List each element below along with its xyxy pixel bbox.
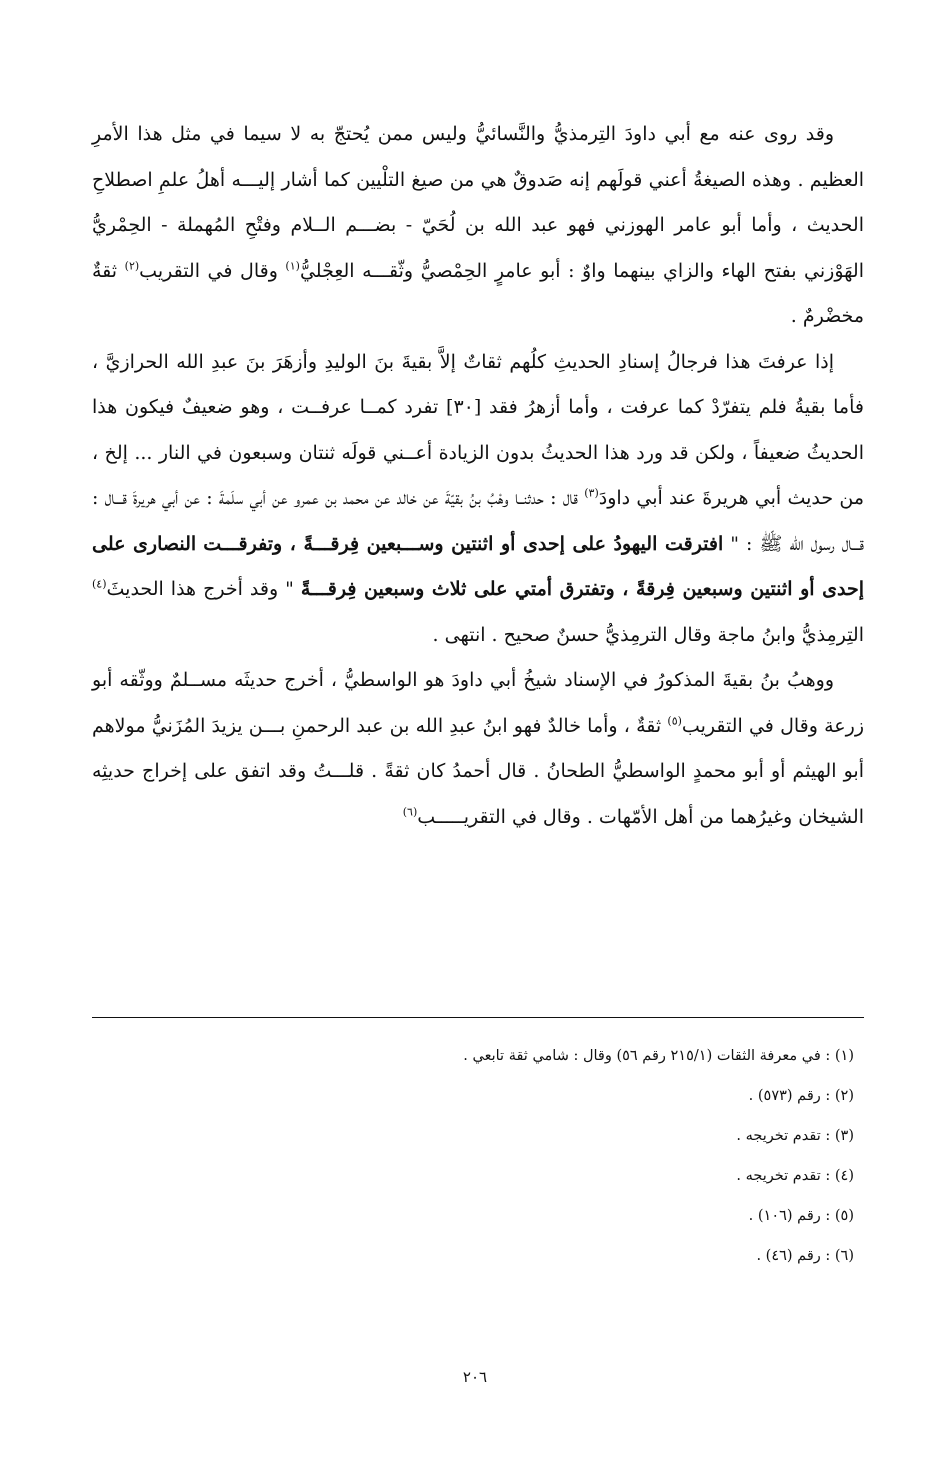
text-run: العِجْليُّ xyxy=(299,259,355,282)
text-run: وقد اتفق على إخراج حديثِه الشيخان وغيرُهما من أهل الأمّهات . وقال في التقريـــــب xyxy=(92,760,864,828)
text-run: التِرمِذيُّ وابنُ ماجة وقال الترمِذيُّ حسنٌ صحيح . انتهى . xyxy=(432,623,864,646)
text-line: أهلُ علمِ اصطلاحِ الحديث ، وأما أبو عامر الهوزني فهو عبد الله بن لُحَيّ - بضـــم الــلام xyxy=(92,168,864,236)
footnote-ref-6: (٦) xyxy=(402,805,418,819)
footnote-4: (٤) : تقدم تخريجه . xyxy=(736,1168,854,1184)
hadith-quote: افترقت اليهودُ على إحدى أو اثنتين وســـبعين فِرقـــةً ، وتفرقـــت xyxy=(203,532,724,555)
paragraph-3 xyxy=(92,658,864,840)
text-line: إذا عرفتَ هذا فرجالُ إسنادِ الحديثِ كلُهم ثقاتٌ إلاَّ بقيةَ بنَ الوليدِ وأزهَرَ بنَ عبدِ الله xyxy=(176,350,834,373)
text-line: ووهبُ بنُ بقيةَ المذكورُ في الإسناد شيخُ أبي داودَ هو الواسطيُّ ، أخرج حديثَه مســلمٌ xyxy=(169,669,835,691)
text-line: وهو ضعيفٌ فيكون هذا الحديثُ ضعيفاً ، ولكن قد ورد هذا الحديثُ بدون الزيادة أعــني xyxy=(92,396,864,464)
footnote-ref-3: (٣) xyxy=(584,486,599,500)
footnote-2: (٢) : رقم (٥٧٣) . xyxy=(748,1088,854,1104)
paragraph-1 xyxy=(92,112,864,340)
text-run: قال : حدثنــا xyxy=(514,487,585,509)
footnote-5: (٥) : رقم (١٠٦) . xyxy=(748,1208,854,1224)
text-line xyxy=(203,533,835,555)
footnote-3: (٣) : تقدم تخريجه . xyxy=(736,1128,854,1144)
text-line: الأمرِ العظيم . وهذه الصيغةُ أعني قولَهم إنه صَدوقٌ هي من صيغ التلْيين كما أشار إليـــه xyxy=(92,123,865,191)
text-run: ثقةٌ ، وأما خالدٌ فهو ابنُ عبدِ الله بن عبد الرحمنِ بـــن xyxy=(248,714,668,737)
text-run: قولَه ثنتان وسبعون في النار ... إلخ ، من حديث أبي هريرةَ عند أبي داودَ xyxy=(92,441,865,509)
text-run: ووثّقه أبو زرعة وقال في التقريب xyxy=(92,669,864,737)
text-run: رسول الله ﷺ : " xyxy=(723,532,835,555)
text-line: وفتْحِ المُهملة - الحِمْريُّ الهَوْزني بفتح الهاء والزاي بينهما واوٌ : أبو عامرٍ الحِمْصيُّ وثّقـــه xyxy=(92,214,864,282)
text-line: الحرازيَّ ، فأما بقيةُ فلم يتفرّدْ كما عرفت ، وأما أزهرُ فقد [٣٠] تفرد كمــا عرفــت ، xyxy=(92,350,864,418)
footnote-ref-5: (٥) xyxy=(667,714,682,728)
text-run: وقال في التقريب xyxy=(139,259,286,282)
hadith-quote: النصارى على إحدى أو اثنتين وسبعين فِرقةً ، وتفترق أمتي على ثلاث وسبعين فِرقـــةً xyxy=(92,532,864,600)
footnote-ref-2: (٢) xyxy=(124,259,140,273)
main-text xyxy=(92,112,864,840)
text-run: ثقةٌ مخضْرمٌ . xyxy=(92,259,864,327)
page-number: ٢٠٦ xyxy=(462,1368,488,1386)
text-line: وقد روى عنه مع أبي داودَ التِرمذيُّ والنَّسائيُّ وليس ممن يُحتجّ به لا سيما في مثل هذا xyxy=(137,123,834,145)
text-line: يزيدَ المُزَنيُّ مولاهم أبو الهيثم أو أبو محمدٍ الواسطيُّ الطحانُ . قال أحمدُ كان ثقةً . قلـــتُ xyxy=(92,714,864,782)
footnote-ref-1: (١) xyxy=(285,259,300,273)
text-line: وهْبُ بنُ بقيّةَ عن خالد عن محمد بن عمرو عن أبي سلَمةَ : عن أبي هريرةَ قـــال : قـــال xyxy=(92,487,864,555)
footnote-1: (١) : في معرفة الثقات (٢١٥/١ رقم ٥٦) وقال : شامي ثقة تابعي . xyxy=(463,1048,854,1064)
footnote-6: (٦) : رقم (٤٦) . xyxy=(756,1248,854,1264)
footnotes xyxy=(92,1036,864,1276)
paragraph-2 xyxy=(92,340,864,659)
footnote-divider xyxy=(92,1017,864,1018)
text-run: " وقد أخرج هذا الحديثَ xyxy=(106,578,294,600)
footnote-ref-4: (٤) xyxy=(92,577,107,591)
